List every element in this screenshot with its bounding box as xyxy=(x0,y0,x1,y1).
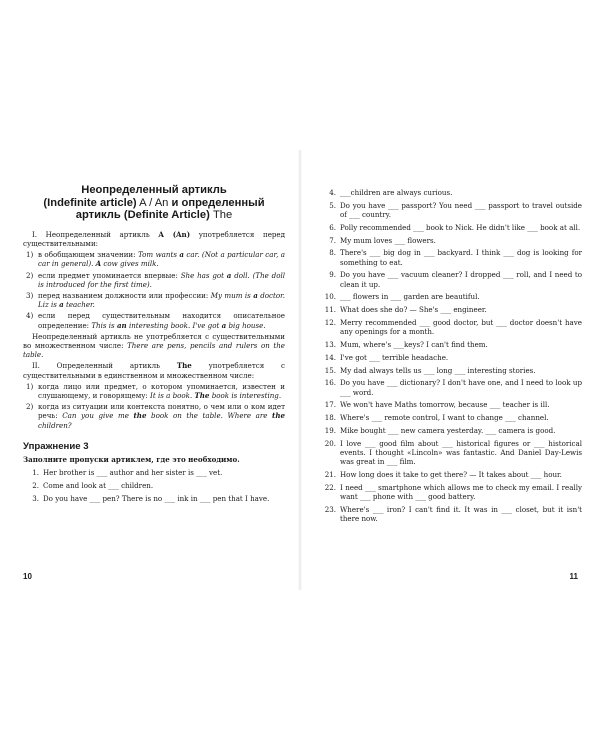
exercise-item: 15. My dad always tells us ___ long ___ interesting stories. xyxy=(324,365,536,375)
page-number: 10 xyxy=(23,572,32,581)
exercise-item: 4. ___children are always curious. xyxy=(329,188,453,197)
exercise-item: 9. Do you have ___ vacuum cleaner? I dropped ___ roll, and I need to clean it up. xyxy=(329,270,582,289)
right-column xyxy=(320,188,582,527)
rule-item: 4) если перед существительным находится описательное определение: This is an interesting book. I've got a big house. xyxy=(26,311,285,330)
section-title xyxy=(23,184,285,222)
rule-paragraph-definite: II. Определенный артикль The употребляется с существительными в единственном и множественном числе: xyxy=(23,361,285,380)
exercise-item: 21. How long does it take to get there? — It takes about ___ hour. xyxy=(324,469,562,479)
title-line-2: (Indefinite article) A / An и определенный xyxy=(43,196,265,209)
rule-item: 3) перед названием должности или профессии: My mum is a doctor. Liz is a teacher. xyxy=(26,291,286,310)
right-page xyxy=(300,0,600,750)
exercise-item: 7. My mum loves ___ flowers. xyxy=(329,235,436,245)
title-line-3: артикль (Definite Article) The xyxy=(75,209,233,222)
exercise-item: 16. Do you have ___ dictionary? I don't have one, and I need to look up ___ word. xyxy=(324,378,582,397)
exercise-item: 22. I need ___ smartphone which allows me to check my email. I really want ___ phone with ___ good battery. xyxy=(324,482,582,501)
rule-item: 2) когда из ситуации или контекста понятно, о чем или о ком идет речь: Can you give me the book on the table. Where are the children? xyxy=(26,402,285,430)
exercise-list-left xyxy=(23,468,285,503)
exercise-item: 12. Merry recommended ___ good doctor, but ___ doctor doesn't have any openings for a month. xyxy=(324,317,582,337)
exercise-item: 19. Mike bought ___ new camera yesterday. ___ camera is good. xyxy=(324,425,556,435)
rule-item: 1) когда лицо или предмет, о котором упоминается, известен и слушающему, и говорящему: It is a book. The book is interesting. xyxy=(26,381,285,401)
exercise-item: 18. Where's ___ remote control, I want to change ___ channel. xyxy=(324,413,549,423)
exercise-instruction: Заполните пропуски артиклем, где это необходимо. xyxy=(23,455,240,465)
exercise-item: 2. Come and look at ___ children. xyxy=(32,481,154,491)
rule-item: 1) в обобщающем значении: Tom wants a car. (Not a particular car, a car in general). A cow gives milk. xyxy=(26,250,285,269)
exercise-item: 13. Mum, where's ___keys? I can't find them. xyxy=(324,339,488,349)
title-line-1: Неопределенный артикль xyxy=(81,184,227,196)
exercise-item: 10. ___ flowers in ___ garden are beautiful. xyxy=(324,292,480,302)
exercise-item: 8. There's ___ big dog in ___ backyard. I think ___ dog is looking for something to eat. xyxy=(329,248,582,267)
exercise-item: 3. Do you have ___ pen? There is no ___ ink in ___ pen that I have. xyxy=(32,493,270,503)
exercise-item: 11. What does she do? — She's ___ engineer. xyxy=(324,305,487,315)
exercise-item: 23. Where's ___ iron? I can't find it. It was in ___ closet, but it isn't there now. xyxy=(324,504,582,523)
exercise-item: 20. I love ___ good film about ___ historical figures or ___ historical events. I thought «Lincoln» was fantastic. And Daniel Day-Lewis was great in ___ film. xyxy=(324,438,582,467)
exercise-item: 1. Her brother is ___ author and her sister is ___ vet. xyxy=(32,468,223,478)
exercise-title: Упражнение 3 xyxy=(23,440,89,452)
exercise-item: 5. Do you have ___ passport? You need ___ passport to travel outside of ___ country. xyxy=(329,200,582,219)
exercise-item: 6. Polly recommended ___ book to Nick. He didn't like ___ book at all. xyxy=(329,222,581,232)
exercise-item: 17. We won't have Maths tomorrow, because ___ teacher is ill. xyxy=(324,400,550,410)
left-column xyxy=(23,184,285,507)
exercise-item: 14. I've got ___ terrible headache. xyxy=(324,352,449,362)
page-number: 11 xyxy=(569,572,578,581)
rule-paragraph-plural: Неопределенный артикль не употребляется с существительными во множественном числе: There are pens, pencils and rulers on the table. xyxy=(23,331,285,360)
rule-paragraph-indefinite: I. Неопределенный артикль A (An) употребляется перед существительными: xyxy=(23,229,285,248)
rule-item: 2) если предмет упоминается впервые: She has got a doll. (The doll is introduced for the first time). xyxy=(26,270,285,289)
